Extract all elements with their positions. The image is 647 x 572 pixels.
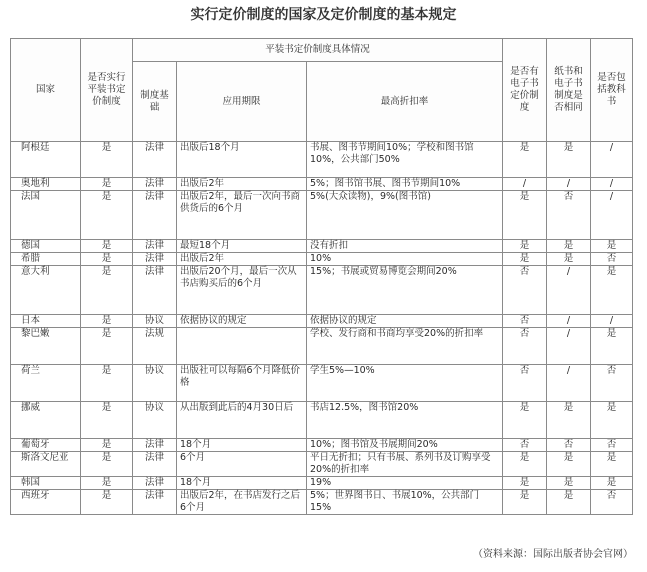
header-period: 应用期限 [177,62,307,142]
country-cell: 意大利 [11,266,81,315]
table-row [11,365,633,402]
discount-cell: 5%；图书馆书展、图书节期间10% [307,178,503,191]
discount-cell: 平日无折扣；只有书展、系列书及订购享受20%的折扣率 [307,452,503,477]
table-row [11,490,633,515]
same-cell: 否 [547,191,591,240]
ebook-cell: 是 [503,240,547,253]
header-basis: 制度基础 [133,62,177,142]
period-cell: 出版后20个月，最后一次从书店购买后的6个月 [177,266,307,315]
same-cell: / [547,365,591,402]
textbook-cell: 是 [591,328,633,365]
table-row [11,315,633,328]
ebook-cell: 是 [503,490,547,515]
textbook-cell: / [591,191,633,240]
period-cell: 18个月 [177,439,307,452]
ebook-cell: 否 [503,266,547,315]
country-cell: 黎巴嫩 [11,328,81,365]
textbook-cell: 是 [591,240,633,253]
discount-cell: 书展、图书节期间10%；学校和图书馆10%，公共部门50% [307,142,503,178]
textbook-cell: 否 [591,365,633,402]
implements-cell: 是 [81,452,133,477]
textbook-cell: 否 [591,439,633,452]
same-cell: 否 [547,439,591,452]
ebook-cell: 否 [503,315,547,328]
implements-cell: 是 [81,490,133,515]
period-cell: 出版后2年，最后一次向书商供货后的6个月 [177,191,307,240]
textbook-cell: 否 [591,490,633,515]
discount-cell: 10%；图书馆及书展期间20% [307,439,503,452]
same-cell: 是 [547,142,591,178]
table-body [11,142,633,515]
source-note: （资料来源：国际出版者协会官网） [473,549,633,560]
ebook-cell: 否 [503,365,547,402]
implements-cell: 是 [81,240,133,253]
discount-cell: 5%；世界图书日、书展10%，公共部门15% [307,490,503,515]
table-row [11,328,633,365]
implements-cell: 是 [81,266,133,315]
country-cell: 葡萄牙 [11,439,81,452]
period-cell: 18个月 [177,477,307,490]
implements-cell: 是 [81,402,133,439]
table-row [11,402,633,439]
basis-cell: 协议 [133,315,177,328]
header-textbook: 是否包括教科书 [591,39,633,142]
header-group: 平装书定价制度具体情况 [133,39,503,62]
basis-cell: 法律 [133,178,177,191]
country-cell: 斯洛文尼亚 [11,452,81,477]
header-ebook: 是否有电子书定价制度 [503,39,547,142]
textbook-cell: / [591,178,633,191]
basis-cell: 法律 [133,266,177,315]
basis-cell: 法律 [133,490,177,515]
ebook-cell: 是 [503,452,547,477]
table-row [11,477,633,490]
country-cell: 法国 [11,191,81,240]
header-discount: 最高折扣率 [307,62,503,142]
period-cell: 从出版到此后的4月30日后 [177,402,307,439]
basis-cell: 法律 [133,191,177,240]
ebook-cell: 否 [503,328,547,365]
textbook-cell: 否 [591,253,633,266]
basis-cell: 法律 [133,240,177,253]
period-cell: 6个月 [177,452,307,477]
textbook-cell: / [591,315,633,328]
discount-cell: 没有折扣 [307,240,503,253]
same-cell: / [547,328,591,365]
ebook-cell: 是 [503,191,547,240]
discount-cell: 10% [307,253,503,266]
header-same: 纸书和电子书制度是否相同 [547,39,591,142]
implements-cell: 是 [81,178,133,191]
discount-cell: 19% [307,477,503,490]
period-cell [177,328,307,365]
table-row [11,178,633,191]
table-row [11,240,633,253]
ebook-cell: / [503,178,547,191]
basis-cell: 协议 [133,402,177,439]
country-cell: 韩国 [11,477,81,490]
textbook-cell: 是 [591,452,633,477]
country-cell: 西班牙 [11,490,81,515]
same-cell: / [547,266,591,315]
textbook-cell: / [591,142,633,178]
implements-cell: 是 [81,253,133,266]
textbook-cell: 是 [591,402,633,439]
same-cell: 是 [547,452,591,477]
country-cell: 阿根廷 [11,142,81,178]
discount-cell: 5%(大众读物)，9%(图书馆) [307,191,503,240]
same-cell: 是 [547,402,591,439]
country-cell: 挪威 [11,402,81,439]
basis-cell: 法律 [133,253,177,266]
implements-cell: 是 [81,439,133,452]
table-row [11,142,633,178]
basis-cell: 法规 [133,328,177,365]
basis-cell: 协议 [133,365,177,402]
page-title: 实行定价制度的国家及定价制度的基本规定 [190,7,457,23]
discount-cell: 依据协议的规定 [307,315,503,328]
basis-cell: 法律 [133,142,177,178]
implements-cell: 是 [81,477,133,490]
country-cell: 奥地利 [11,178,81,191]
same-cell: 是 [547,490,591,515]
country-cell: 希腊 [11,253,81,266]
implements-cell: 是 [81,142,133,178]
implements-cell: 是 [81,328,133,365]
ebook-cell: 是 [503,477,547,490]
implements-cell: 是 [81,365,133,402]
period-cell: 出版后2年，在书店发行之后6个月 [177,490,307,515]
basis-cell: 法律 [133,452,177,477]
period-cell: 最短18个月 [177,240,307,253]
ebook-cell: 否 [503,439,547,452]
ebook-cell: 是 [503,402,547,439]
table-row [11,452,633,477]
country-cell: 德国 [11,240,81,253]
table-row [11,439,633,452]
discount-cell: 15%；书展或贸易博览会期间20% [307,266,503,315]
ebook-cell: 是 [503,142,547,178]
period-cell: 出版后18个月 [177,142,307,178]
discount-cell: 学校、发行商和书商均享受20%的折扣率 [307,328,503,365]
header-country: 国家 [11,39,81,142]
header-implements: 是否实行平装书定价制度 [81,39,133,142]
period-cell: 出版社可以每隔6个月降低价格 [177,365,307,402]
textbook-cell: 是 [591,477,633,490]
country-cell: 荷兰 [11,365,81,402]
implements-cell: 是 [81,191,133,240]
same-cell: 是 [547,477,591,490]
table-row [11,191,633,240]
implements-cell: 是 [81,315,133,328]
discount-cell: 书店12.5%，图书馆20% [307,402,503,439]
basis-cell: 法律 [133,477,177,490]
table-row [11,266,633,315]
period-cell: 出版后2年 [177,253,307,266]
pricing-table [10,38,633,515]
period-cell: 依据协议的规定 [177,315,307,328]
same-cell: 是 [547,240,591,253]
same-cell: / [547,315,591,328]
period-cell: 出版后2年 [177,178,307,191]
same-cell: 是 [547,253,591,266]
same-cell: / [547,178,591,191]
discount-cell: 学生5%—10% [307,365,503,402]
textbook-cell: 是 [591,266,633,315]
basis-cell: 法律 [133,439,177,452]
table-row [11,253,633,266]
country-cell: 日本 [11,315,81,328]
ebook-cell: 是 [503,253,547,266]
